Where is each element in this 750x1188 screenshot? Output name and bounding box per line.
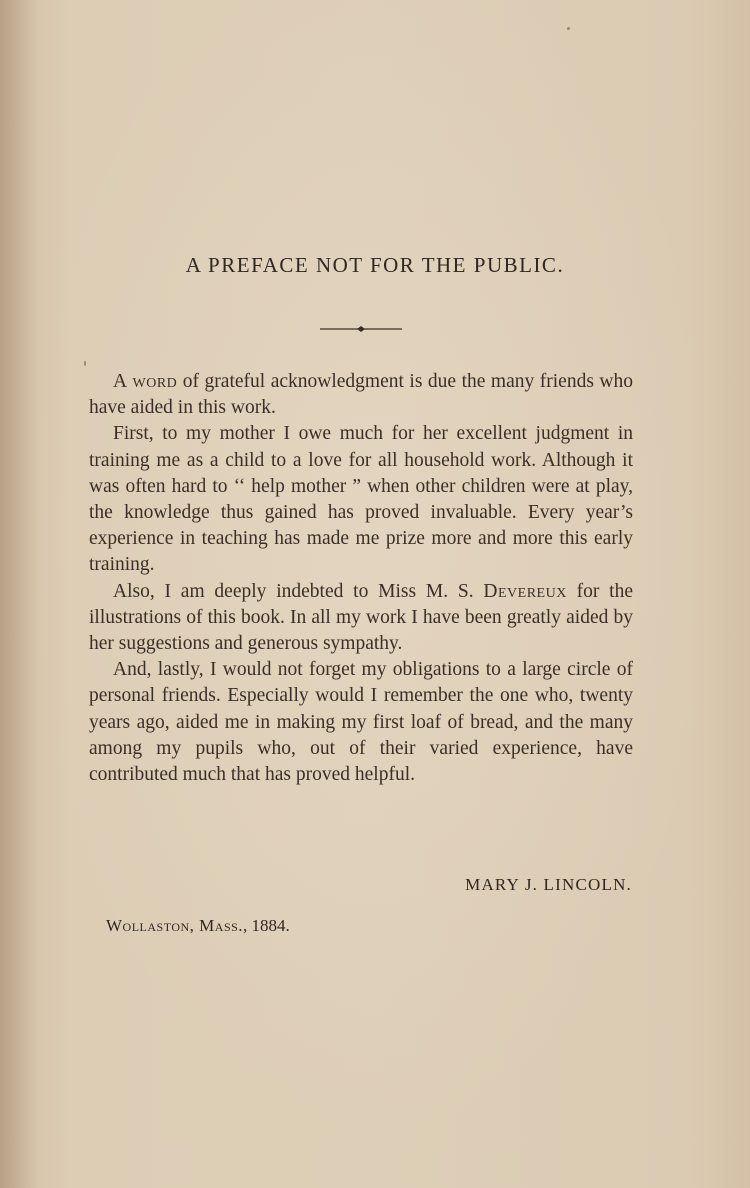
page-edge-shadow bbox=[0, 0, 40, 1188]
illustrator-name: Devereux bbox=[483, 580, 567, 602]
preface-body bbox=[89, 369, 633, 788]
paragraph-acknowledgment bbox=[89, 369, 633, 421]
paragraph-mother: First, to my mother I owe much for her excellent judgment in training me as a child to a love for all household work. Although it was often hard to ‘‘ help mother ” when other children were at play, the knowledge thus gained has proved invaluable. Every year’s experience in teaching has made me prize more and more this early training. bbox=[89, 423, 633, 576]
paragraph-text: for the illustrations of this book. In all my work I have been greatly aided by her suggestions and generous sympathy. bbox=[89, 580, 633, 655]
paper-speck bbox=[567, 27, 570, 30]
opening-words: A word bbox=[113, 371, 178, 392]
author-signature: MARY J. LINCOLN. bbox=[465, 875, 632, 894]
page-title: A PREFACE NOT FOR THE PUBLIC. bbox=[185, 253, 565, 277]
title-ornament-rule bbox=[320, 325, 402, 327]
paragraph-friends: And, lastly, I would not forget my obligations to a large circle of personal friends. Especially would I remember the one who, twenty years ago, aided me in making my first loaf of bread, and the many among my pupils who, out of their varied experience, have contributed much that has proved helpful. bbox=[89, 659, 633, 786]
paragraph-text: of grateful acknowledgment is due the many friends who have aided in this work. bbox=[89, 371, 634, 419]
place-name: Wollaston, Mass. bbox=[106, 916, 244, 935]
paragraph-illustrations bbox=[89, 579, 633, 658]
paper-speck bbox=[84, 361, 86, 366]
date-year: , 1884. bbox=[243, 916, 290, 935]
paragraph-text: Also, I am deeply indebted to Miss M. S. bbox=[113, 580, 484, 602]
place-and-date bbox=[106, 916, 290, 936]
